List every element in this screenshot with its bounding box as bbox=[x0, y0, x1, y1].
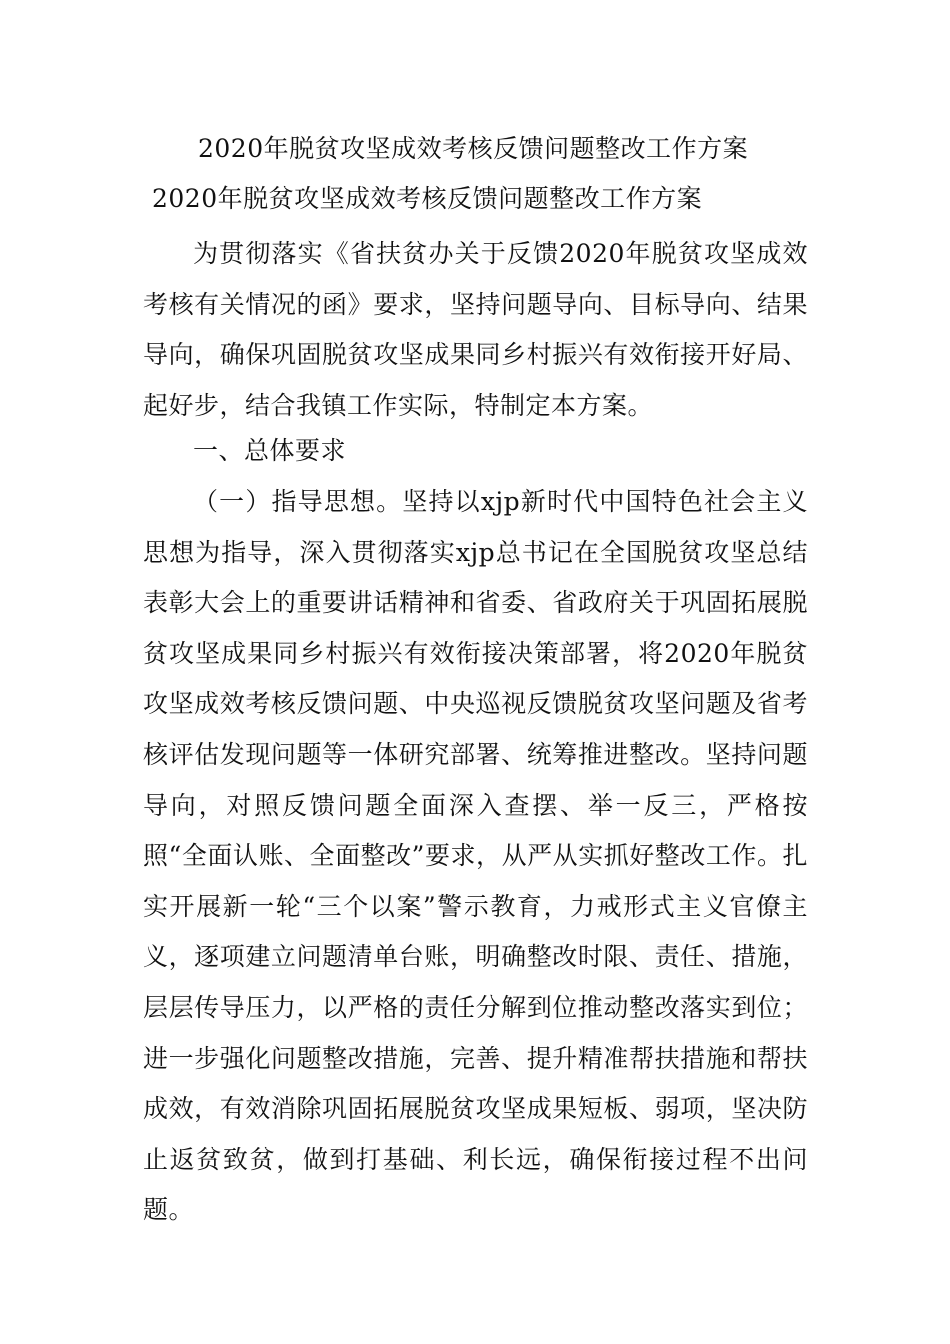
document-title: 2020年脱贫攻坚成效考核反馈问题整改工作方案 bbox=[198, 134, 749, 163]
intro-paragraph: 为贯彻落实《省扶贫办关于反馈2020年脱贫攻坚成效考核有关情况的函》要求，坚持问题导向、目标导向、结果导向，确保巩固脱贫攻坚成果同乡村振兴有效衔接开好局、起好步，结合我镇工作实际，特制定本方案。 bbox=[143, 239, 808, 420]
guiding-ideology-paragraph: （一）指导思想。坚持以xjp新时代中国特色社会主义思想为指导，深入贯彻落实xjp总书记在全国脱贫攻坚总结表彰大会上的重要讲话精神和省委、省政府关于巩固拓展脱贫攻坚成果同乡村振兴有效衔接决策部署，将2020年脱贫攻坚成效考核反馈问题、中央巡视反馈脱贫攻坚问题及省考核评估发现问题等一体研究部署、统筹推进整改。坚持问题导向，对照反馈问题全面深入查摆、举一反三，严格按照“全面认账、全面整改”要求，从严从实抓好整改工作。扎实开展新一轮“三个以案”警示教育，力戒形式主义官僚主义，逐项建立问题清单台账，明确整改时限、责任、措施，层层传导压力，以严格的责任分解到位推动整改落实到位；进一步强化问题整改措施，完善、提升精准帮扶措施和帮扶成效，有效消除巩固拓展脱贫攻坚成果短板、弱项，坚决防止返贫致贫，做到打基础、利长远，确保衔接过程不出问题。 bbox=[143, 487, 808, 1225]
document-subtitle: 2020年脱贫攻坚成效考核反馈问题整改工作方案 bbox=[152, 184, 703, 213]
section-heading: 一、总体要求 bbox=[193, 436, 347, 465]
